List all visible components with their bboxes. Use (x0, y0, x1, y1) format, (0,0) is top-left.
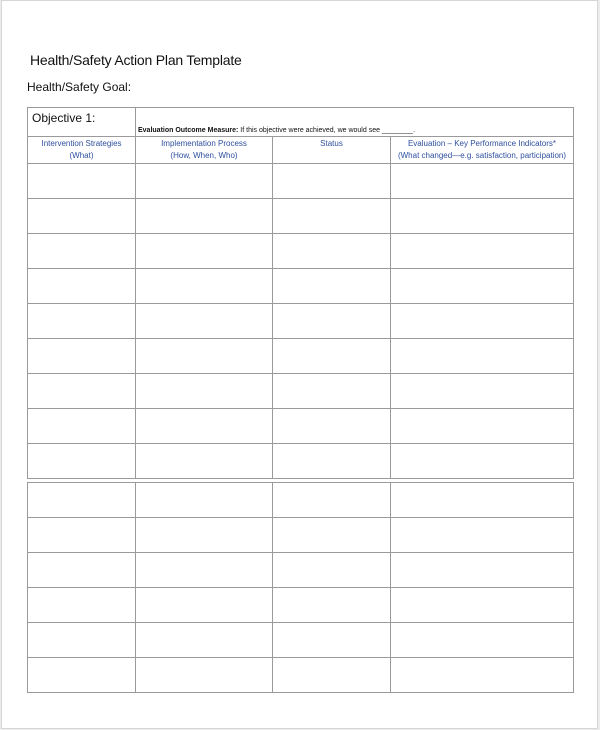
measure-text: If this objective were achieved, we would see ________. (238, 127, 416, 134)
table-cell[interactable] (28, 374, 136, 409)
table-cell[interactable] (273, 234, 391, 269)
table-cell[interactable] (391, 199, 574, 234)
table-body-section-2 (28, 483, 574, 693)
table-row (28, 304, 574, 339)
column-header-intervention (28, 137, 136, 164)
table-cell[interactable] (136, 518, 273, 553)
table-cell[interactable] (273, 199, 391, 234)
table-cell[interactable] (391, 374, 574, 409)
measure-label: Evaluation Outcome Measure: (138, 127, 239, 134)
table-cell[interactable] (391, 164, 574, 199)
table-row (28, 444, 574, 479)
table-row (28, 339, 574, 374)
action-plan-table (27, 107, 574, 693)
table-cell[interactable] (391, 553, 574, 588)
table-cell[interactable] (136, 588, 273, 623)
table-row (28, 483, 574, 518)
table-cell[interactable] (136, 269, 273, 304)
column-header-evaluation (391, 137, 574, 164)
column-header-line2: (How, When, Who) (170, 151, 238, 160)
document-title: Health/Safety Action Plan Template (30, 52, 242, 68)
table-cell[interactable] (391, 269, 574, 304)
table-cell[interactable] (273, 374, 391, 409)
table-cell[interactable] (273, 269, 391, 304)
column-header-line1: Status (320, 139, 343, 148)
table-cell[interactable] (136, 234, 273, 269)
table-cell[interactable] (28, 658, 136, 693)
column-header-line2: (What changed—e.g. satisfaction, participation) (397, 151, 567, 160)
table-cell[interactable] (391, 304, 574, 339)
table-cell[interactable] (136, 483, 273, 518)
table-cell[interactable] (273, 339, 391, 374)
table-cell[interactable] (273, 658, 391, 693)
header-row (28, 137, 574, 164)
goal-label-colon: : (127, 80, 132, 94)
table-cell[interactable] (391, 483, 574, 518)
table-cell[interactable] (28, 553, 136, 588)
table-cell[interactable] (391, 339, 574, 374)
table-cell[interactable] (28, 234, 136, 269)
table-row (28, 518, 574, 553)
table-cell[interactable] (391, 623, 574, 658)
table-cell[interactable] (28, 623, 136, 658)
table-cell[interactable] (391, 518, 574, 553)
column-header-line1: Implementation Process (161, 139, 247, 148)
table-cell[interactable] (136, 304, 273, 339)
table-cell[interactable] (391, 444, 574, 479)
table-cell[interactable] (28, 199, 136, 234)
table-row (28, 199, 574, 234)
table-cell[interactable] (136, 164, 273, 199)
table-cell[interactable] (136, 623, 273, 658)
document-page (1, 0, 598, 729)
table-cell[interactable] (28, 483, 136, 518)
table-cell[interactable] (136, 658, 273, 693)
column-header-line1: Evaluation – Key Performance Indicators* (407, 139, 557, 148)
table-row (28, 623, 574, 658)
column-header-implementation (136, 137, 273, 164)
table-row (28, 374, 574, 409)
column-header-line2: (What) (69, 151, 94, 160)
table-row (28, 588, 574, 623)
objective-row (28, 108, 574, 137)
table-cell[interactable] (28, 304, 136, 339)
table-cell[interactable] (136, 199, 273, 234)
table-cell[interactable] (28, 518, 136, 553)
table-cell[interactable] (273, 409, 391, 444)
evaluation-outcome-measure (136, 108, 574, 137)
table-cell[interactable] (28, 588, 136, 623)
table-cell[interactable] (136, 374, 273, 409)
table-row (28, 658, 574, 693)
table-cell[interactable] (273, 623, 391, 658)
table-cell[interactable] (273, 518, 391, 553)
table-cell[interactable] (28, 444, 136, 479)
table-cell[interactable] (136, 553, 273, 588)
table-row (28, 269, 574, 304)
table-row (28, 553, 574, 588)
column-header-status (273, 137, 391, 164)
table-cell[interactable] (28, 269, 136, 304)
table-row (28, 234, 574, 269)
table-cell[interactable] (273, 444, 391, 479)
table-cell[interactable] (273, 164, 391, 199)
table-cell[interactable] (273, 553, 391, 588)
table-cell[interactable] (391, 658, 574, 693)
column-header-line1: Intervention Strategies (41, 139, 122, 148)
table-cell[interactable] (273, 483, 391, 518)
table-cell[interactable] (391, 234, 574, 269)
table-cell[interactable] (391, 409, 574, 444)
table-cell[interactable] (136, 339, 273, 374)
goal-label-text: Health/Safety Goal (27, 80, 128, 94)
table-cell[interactable] (273, 588, 391, 623)
table-cell[interactable] (273, 304, 391, 339)
table-cell[interactable] (391, 588, 574, 623)
table-body-section-1 (28, 164, 574, 479)
table-cell[interactable] (28, 164, 136, 199)
table-cell[interactable] (136, 444, 273, 479)
table-cell[interactable] (136, 409, 273, 444)
table-row (28, 164, 574, 199)
goal-label (27, 80, 131, 94)
table-cell[interactable] (28, 339, 136, 374)
table-cell[interactable] (28, 409, 136, 444)
table-row (28, 409, 574, 444)
objective-label: Objective 1: (28, 108, 136, 137)
